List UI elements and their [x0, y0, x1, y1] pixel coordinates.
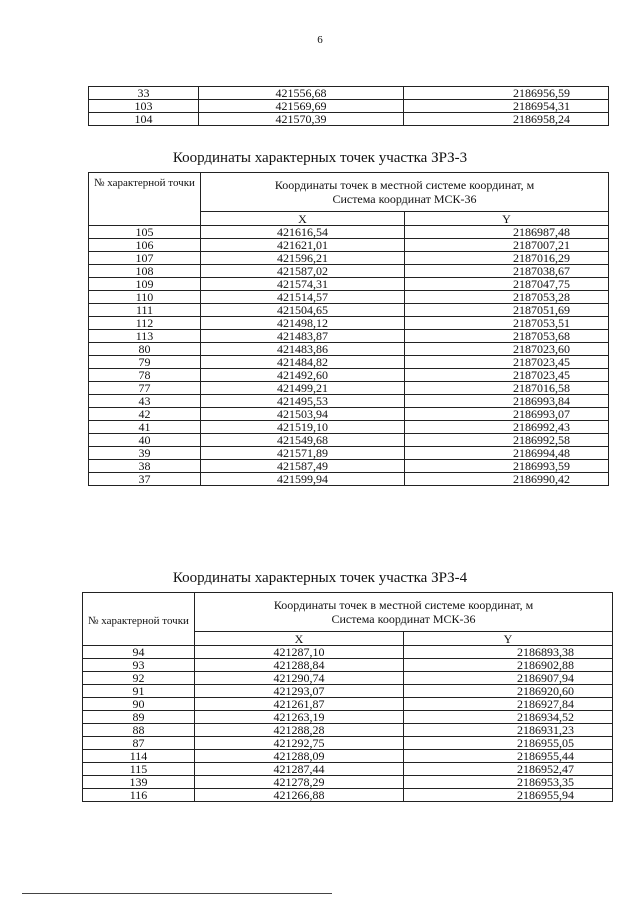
y-coordinate-cell: 2186993,59 — [405, 460, 609, 473]
coordinates-table-zrz4 — [82, 592, 613, 802]
x-coordinate-cell: 421261,87 — [195, 698, 404, 711]
y-coordinate-cell: 2186956,59 — [404, 87, 609, 100]
x-coordinate-cell: 421556,68 — [199, 87, 404, 100]
section-title-zrz4: Координаты характерных точек участка ЗРЗ-4 — [172, 570, 468, 586]
header-coordinates-line2: Система координат МСК-36 — [332, 192, 477, 206]
table-row — [89, 113, 609, 126]
y-coordinate-cell: 2187051,69 — [405, 304, 609, 317]
x-coordinate-cell: 421616,54 — [201, 226, 405, 239]
y-coordinate-cell: 2186987,48 — [405, 226, 609, 239]
table-row — [89, 421, 609, 434]
point-number-cell: 116 — [83, 789, 195, 802]
x-coordinate-cell: 421484,82 — [201, 356, 405, 369]
y-coordinate-cell: 2186902,88 — [404, 659, 613, 672]
point-number-cell: 114 — [83, 750, 195, 763]
table-row — [83, 737, 613, 750]
header-x: X — [201, 212, 405, 226]
point-number-cell: 38 — [89, 460, 201, 473]
point-number-cell: 111 — [89, 304, 201, 317]
point-number-cell: 108 — [89, 265, 201, 278]
table-row — [89, 252, 609, 265]
point-number-cell: 113 — [89, 330, 201, 343]
x-coordinate-cell: 421288,09 — [195, 750, 404, 763]
point-number-cell: 92 — [83, 672, 195, 685]
point-number-cell: 41 — [89, 421, 201, 434]
y-coordinate-cell: 2186955,05 — [404, 737, 613, 750]
x-coordinate-cell: 421495,53 — [201, 395, 405, 408]
point-number-cell: 115 — [83, 763, 195, 776]
table-row — [89, 278, 609, 291]
table-row — [89, 447, 609, 460]
table-row — [89, 356, 609, 369]
point-number-cell: 78 — [89, 369, 201, 382]
y-coordinate-cell: 2186958,24 — [404, 113, 609, 126]
page-number: 6 — [317, 34, 323, 46]
section-title-zrz3: Координаты характерных точек участка ЗРЗ-3 — [172, 150, 468, 166]
point-number-cell: 39 — [89, 447, 201, 460]
table-row — [89, 304, 609, 317]
x-coordinate-cell: 421290,74 — [195, 672, 404, 685]
table-row — [83, 711, 613, 724]
x-coordinate-cell: 421278,29 — [195, 776, 404, 789]
y-coordinate-cell: 2186994,48 — [405, 447, 609, 460]
header-coordinates — [195, 593, 613, 632]
table-row — [83, 646, 613, 659]
point-number-cell: 40 — [89, 434, 201, 447]
header-coordinates-line2: Система координат МСК-36 — [331, 612, 476, 626]
x-coordinate-cell: 421288,28 — [195, 724, 404, 737]
y-coordinate-cell: 2187023,60 — [405, 343, 609, 356]
x-coordinate-cell: 421519,10 — [201, 421, 405, 434]
x-coordinate-cell: 421514,57 — [201, 291, 405, 304]
y-coordinate-cell: 2186893,38 — [404, 646, 613, 659]
y-coordinate-cell: 2186993,07 — [405, 408, 609, 421]
point-number-cell: 105 — [89, 226, 201, 239]
y-coordinate-cell: 2187007,21 — [405, 239, 609, 252]
x-coordinate-cell: 421549,68 — [201, 434, 405, 447]
table-row — [83, 659, 613, 672]
x-coordinate-cell: 421621,01 — [201, 239, 405, 252]
y-coordinate-cell: 2186920,60 — [404, 685, 613, 698]
point-number-cell: 94 — [83, 646, 195, 659]
table-row — [83, 698, 613, 711]
table-row — [83, 750, 613, 763]
y-coordinate-cell: 2187016,29 — [405, 252, 609, 265]
y-coordinate-cell: 2187047,75 — [405, 278, 609, 291]
y-coordinate-cell: 2186992,58 — [405, 434, 609, 447]
x-coordinate-cell: 421499,21 — [201, 382, 405, 395]
point-number-cell: 79 — [89, 356, 201, 369]
y-coordinate-cell: 2187023,45 — [405, 356, 609, 369]
table-row — [83, 763, 613, 776]
y-coordinate-cell: 2186955,44 — [404, 750, 613, 763]
point-number-cell: 33 — [89, 87, 199, 100]
point-number-cell: 90 — [83, 698, 195, 711]
table-row — [89, 460, 609, 473]
table-row — [89, 382, 609, 395]
y-coordinate-cell: 2186927,84 — [404, 698, 613, 711]
x-coordinate-cell: 421574,31 — [201, 278, 405, 291]
table-row — [89, 434, 609, 447]
y-coordinate-cell: 2186931,23 — [404, 724, 613, 737]
x-coordinate-cell: 421292,75 — [195, 737, 404, 750]
table-row — [89, 265, 609, 278]
x-coordinate-cell: 421571,89 — [201, 447, 405, 460]
footer-divider — [22, 893, 332, 894]
table-row — [83, 724, 613, 737]
point-number-cell: 93 — [83, 659, 195, 672]
y-coordinate-cell: 2187038,67 — [405, 265, 609, 278]
point-number-cell: 80 — [89, 343, 201, 356]
point-number-cell: 104 — [89, 113, 199, 126]
x-coordinate-cell: 421569,69 — [199, 100, 404, 113]
header-coordinates-line1: Координаты точек в местной системе координат, м — [274, 178, 535, 192]
header-coordinates-line1: Координаты точек в местной системе координат, м — [273, 598, 534, 612]
table-row — [89, 343, 609, 356]
x-coordinate-cell: 421288,84 — [195, 659, 404, 672]
table-row — [89, 291, 609, 304]
y-coordinate-cell: 2186953,35 — [404, 776, 613, 789]
table-row — [89, 239, 609, 252]
x-coordinate-cell: 421596,21 — [201, 252, 405, 265]
y-coordinate-cell: 2186952,47 — [404, 763, 613, 776]
header-coordinates — [201, 173, 609, 212]
table-row — [83, 685, 613, 698]
x-coordinate-cell: 421503,94 — [201, 408, 405, 421]
x-coordinate-cell: 421587,49 — [201, 460, 405, 473]
point-number-cell: 89 — [83, 711, 195, 724]
x-coordinate-cell: 421504,65 — [201, 304, 405, 317]
table-row — [89, 395, 609, 408]
y-coordinate-cell: 2186993,84 — [405, 395, 609, 408]
point-number-cell: 139 — [83, 776, 195, 789]
table-row — [89, 330, 609, 343]
header-y: Y — [404, 632, 613, 646]
table-row — [89, 100, 609, 113]
x-coordinate-cell: 421599,94 — [201, 473, 405, 486]
x-coordinate-cell: 421492,60 — [201, 369, 405, 382]
point-number-cell: 87 — [83, 737, 195, 750]
header-y: Y — [405, 212, 609, 226]
y-coordinate-cell: 2186992,43 — [405, 421, 609, 434]
x-coordinate-cell: 421293,07 — [195, 685, 404, 698]
x-coordinate-cell: 421287,10 — [195, 646, 404, 659]
table-row — [83, 776, 613, 789]
y-coordinate-cell: 2186955,94 — [404, 789, 613, 802]
y-coordinate-cell: 2186907,94 — [404, 672, 613, 685]
point-number-cell: 112 — [89, 317, 201, 330]
point-number-cell: 88 — [83, 724, 195, 737]
y-coordinate-cell: 2186990,42 — [405, 473, 609, 486]
x-coordinate-cell: 421483,86 — [201, 343, 405, 356]
table-row — [89, 369, 609, 382]
point-number-cell: 106 — [89, 239, 201, 252]
table-row — [89, 408, 609, 421]
point-number-cell: 107 — [89, 252, 201, 265]
y-coordinate-cell: 2186934,52 — [404, 711, 613, 724]
table-row — [89, 473, 609, 486]
x-coordinate-cell: 421498,12 — [201, 317, 405, 330]
point-number-cell: 43 — [89, 395, 201, 408]
point-number-cell: 37 — [89, 473, 201, 486]
y-coordinate-cell: 2187053,68 — [405, 330, 609, 343]
table-row — [89, 226, 609, 239]
coordinates-table-zrz3 — [88, 172, 609, 486]
point-number-cell: 42 — [89, 408, 201, 421]
header-point-number: № характерной точки — [89, 173, 201, 226]
x-coordinate-cell: 421266,88 — [195, 789, 404, 802]
y-coordinate-cell: 2186954,31 — [404, 100, 609, 113]
table-row — [89, 317, 609, 330]
y-coordinate-cell: 2187053,51 — [405, 317, 609, 330]
point-number-cell: 77 — [89, 382, 201, 395]
x-coordinate-cell: 421570,39 — [199, 113, 404, 126]
table-row — [83, 789, 613, 802]
y-coordinate-cell: 2187023,45 — [405, 369, 609, 382]
continuation-table — [88, 86, 609, 126]
y-coordinate-cell: 2187016,58 — [405, 382, 609, 395]
header-x: X — [195, 632, 404, 646]
x-coordinate-cell: 421263,19 — [195, 711, 404, 724]
y-coordinate-cell: 2187053,28 — [405, 291, 609, 304]
header-point-number: № характерной точки — [83, 593, 195, 646]
point-number-cell: 109 — [89, 278, 201, 291]
table-row — [83, 672, 613, 685]
x-coordinate-cell: 421287,44 — [195, 763, 404, 776]
table-row — [89, 87, 609, 100]
point-number-cell: 103 — [89, 100, 199, 113]
point-number-cell: 110 — [89, 291, 201, 304]
point-number-cell: 91 — [83, 685, 195, 698]
x-coordinate-cell: 421587,02 — [201, 265, 405, 278]
x-coordinate-cell: 421483,87 — [201, 330, 405, 343]
